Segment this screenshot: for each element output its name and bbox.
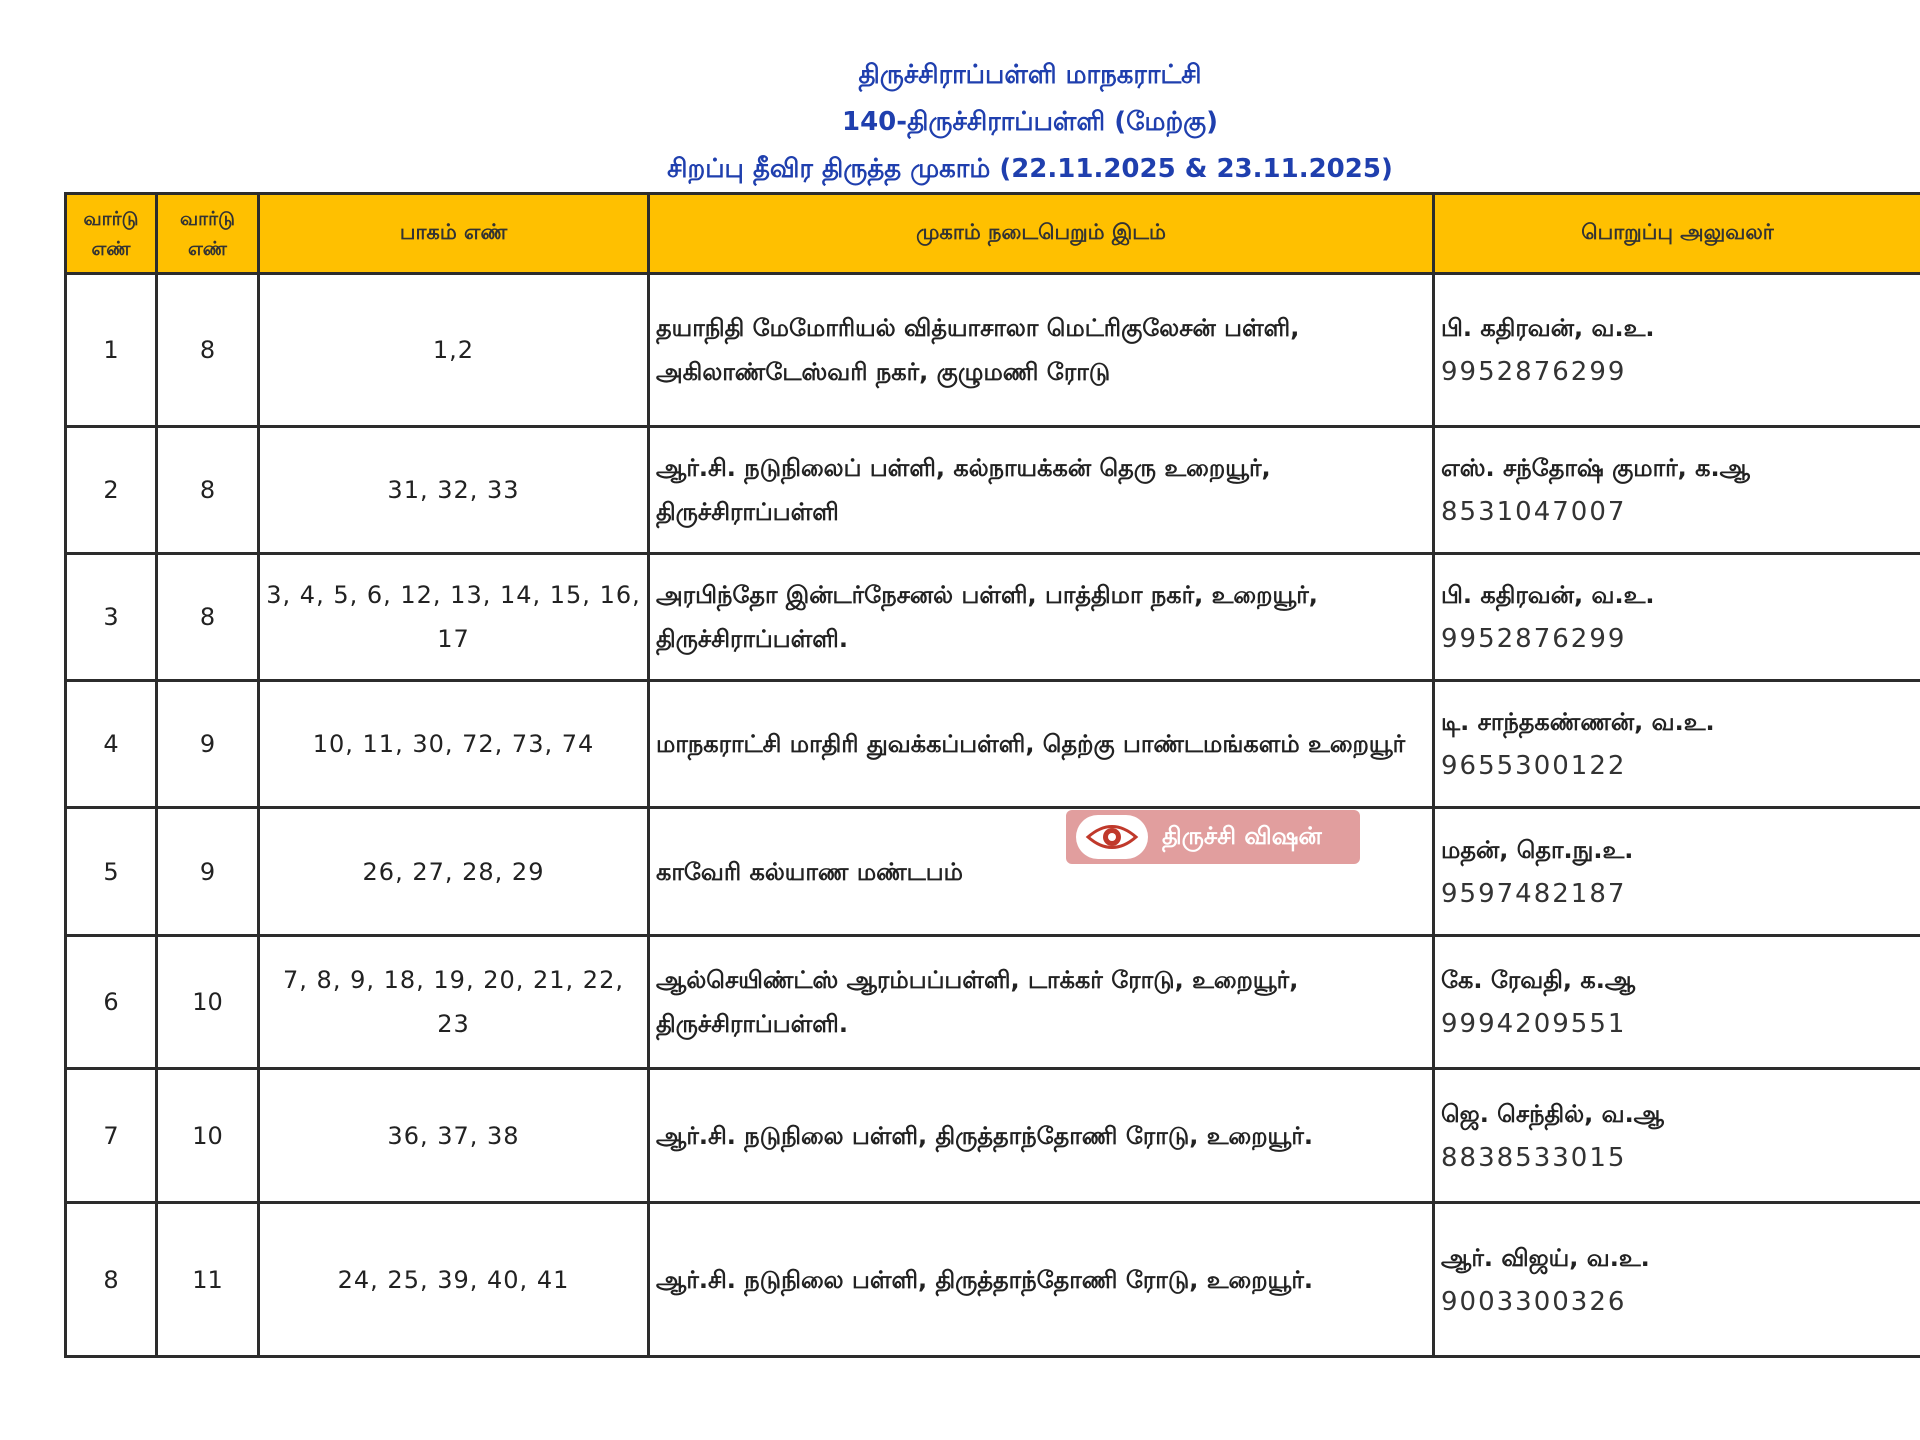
ward-number-cell: 10 <box>157 1069 259 1203</box>
booth-numbers-cell: 36, 37, 38 <box>259 1069 649 1203</box>
officer-cell <box>1434 936 1920 1069</box>
constituency-title: 140-திருச்சிராப்பள்ளி (மேற்கு) <box>842 107 1218 137</box>
booth-numbers-cell: 26, 27, 28, 29 <box>259 808 649 936</box>
officer-phone: 8531047007 <box>1441 497 1627 527</box>
officer-phone: 9597482187 <box>1441 878 1627 909</box>
column-header-ward: வார்டு எண் <box>157 194 259 274</box>
document-header <box>0 52 1920 193</box>
officer-cell <box>1434 1203 1920 1357</box>
venue-cell: அரபிந்தோ இன்டர்நேசனல் பள்ளி, பாத்திமா நகர், உறையூர், திருச்சிராப்பள்ளி. <box>649 554 1434 681</box>
serial-number-cell: 2 <box>66 427 157 554</box>
officer-cell <box>1434 554 1920 681</box>
table-row <box>66 808 1920 936</box>
serial-number-cell: 6 <box>66 936 157 1069</box>
ward-number-cell: 9 <box>157 681 259 808</box>
ward-number-cell: 10 <box>157 936 259 1069</box>
table-row <box>66 554 1920 681</box>
camp-schedule-table <box>64 192 1920 1358</box>
booth-numbers-cell: 24, 25, 39, 40, 41 <box>259 1203 649 1357</box>
ward-number-cell: 8 <box>157 427 259 554</box>
column-header-booths: பாகம் எண் <box>259 194 649 274</box>
column-header-serial: வார்டு எண் <box>66 194 157 274</box>
officer-phone: 9994209551 <box>1441 1009 1627 1039</box>
venue-cell: தயாநிதி மேமோரியல் வித்யாசாலா மெட்ரிகுலேசன் பள்ளி, அகிலாண்டேஸ்வரி நகர், குழுமணி ரோடு <box>649 274 1434 427</box>
venue-cell: மாநகராட்சி மாதிரி துவக்கப்பள்ளி, தெற்கு பாண்டமங்களம் உறையூர் <box>649 681 1434 808</box>
table-header-row <box>66 194 1920 274</box>
officer-phone: 9952876299 <box>1441 624 1627 654</box>
booth-numbers-cell: 10, 11, 30, 72, 73, 74 <box>259 681 649 808</box>
channel-watermark <box>1066 810 1360 864</box>
venue-cell: ஆர்.சி. நடுநிலை பள்ளி, திருத்தாந்தோணி ரோடு, உறையூர். <box>649 1203 1434 1357</box>
officer-phone: 9003300326 <box>1441 1286 1627 1317</box>
serial-number-cell: 5 <box>66 808 157 936</box>
officer-cell <box>1434 1069 1920 1203</box>
officer-name: மதன், தொ.நு.உ. <box>1441 835 1634 864</box>
booth-numbers-cell: 3, 4, 5, 6, 12, 13, 14, 15, 16, 17 <box>259 554 649 681</box>
officer-name: எஸ். சந்தோஷ் குமார், க.ஆ <box>1441 454 1750 482</box>
venue-cell: ஆல்செயிண்ட்ஸ் ஆரம்பப்பள்ளி, டாக்கர் ரோடு, உறையூர், திருச்சிராப்பள்ளி. <box>649 936 1434 1069</box>
officer-phone: 8838533015 <box>1441 1142 1627 1173</box>
officer-name: டி. சாந்தகண்ணன், வ.உ. <box>1441 708 1715 736</box>
table-row <box>66 1069 1920 1203</box>
ward-number-cell: 8 <box>157 554 259 681</box>
table-row <box>66 1203 1920 1357</box>
serial-number-cell: 3 <box>66 554 157 681</box>
officer-phone: 9655300122 <box>1441 751 1627 781</box>
column-header-officer: பொறுப்பு அலுவலர் <box>1434 194 1920 274</box>
officer-cell <box>1434 808 1920 936</box>
serial-number-cell: 1 <box>66 274 157 427</box>
column-header-venue: முகாம் நடைபெறும் இடம் <box>649 194 1434 274</box>
officer-cell <box>1434 427 1920 554</box>
venue-cell: ஆர்.சி. நடுநிலைப் பள்ளி, கல்நாயக்கன் தெரு உறையூர், திருச்சிராப்பள்ளி <box>649 427 1434 554</box>
booth-numbers-cell: 31, 32, 33 <box>259 427 649 554</box>
serial-number-cell: 8 <box>66 1203 157 1357</box>
ward-number-cell: 11 <box>157 1203 259 1357</box>
officer-cell <box>1434 274 1920 427</box>
watermark-text: திருச்சி விஷன் <box>1162 821 1322 850</box>
officer-name: பி. கதிரவன், வ.உ. <box>1441 581 1655 609</box>
ward-number-cell: 8 <box>157 274 259 427</box>
officer-name: ஜெ. செந்தில், வ.ஆ <box>1441 1099 1665 1128</box>
venue-cell: காவேரி கல்யாண மண்டபம் <box>649 808 1434 936</box>
ward-number-cell: 9 <box>157 808 259 936</box>
serial-number-cell: 4 <box>66 681 157 808</box>
booth-numbers-cell: 1,2 <box>259 274 649 427</box>
corporation-title: திருச்சிராப்பள்ளி மாநகராட்சி <box>858 60 1202 90</box>
officer-name: கே. ரேவதி, க.ஆ <box>1441 966 1636 994</box>
venue-cell: ஆர்.சி. நடுநிலை பள்ளி, திருத்தாந்தோணி ரோடு, உறையூர். <box>649 1069 1434 1203</box>
table-row <box>66 427 1920 554</box>
officer-name: பி. கதிரவன், வ.உ. <box>1441 314 1655 342</box>
eye-logo-icon <box>1076 815 1148 859</box>
table-row <box>66 936 1920 1069</box>
serial-number-cell: 7 <box>66 1069 157 1203</box>
table-row <box>66 274 1920 427</box>
booth-numbers-cell: 7, 8, 9, 18, 19, 20, 21, 22, 23 <box>259 936 649 1069</box>
camp-title: சிறப்பு தீவிர திருத்த முகாம் (22.11.2025 & 23.11.2025) <box>667 154 1393 184</box>
table-row <box>66 681 1920 808</box>
officer-name: ஆர். விஜய், வ.உ. <box>1441 1243 1650 1272</box>
officer-phone: 9952876299 <box>1441 357 1627 387</box>
officer-cell <box>1434 681 1920 808</box>
